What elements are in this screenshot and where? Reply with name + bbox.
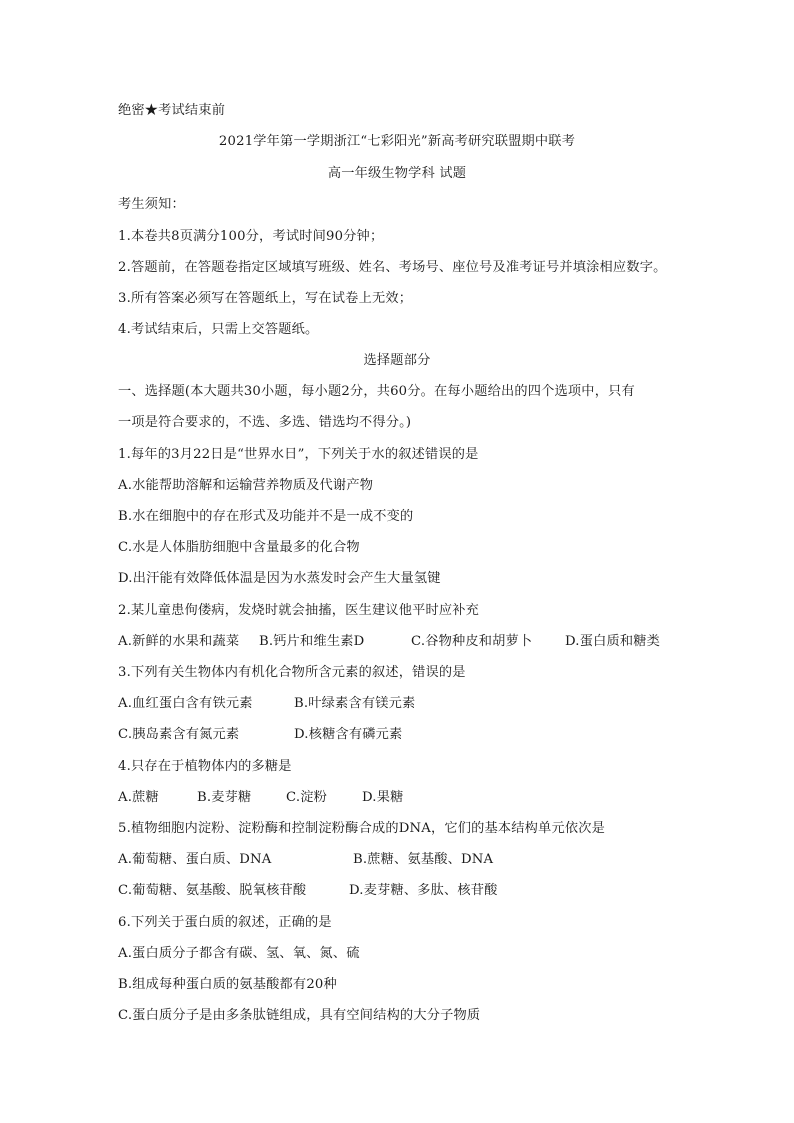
section-title: 选择题部分 (363, 353, 431, 368)
question-option: A.蔗糖 (118, 790, 159, 805)
section-instruction: 一项是符合要求的，不选、多选、错选均不得分。) (118, 415, 412, 430)
exam-title: 2021学年第一学期浙江“七彩阳光”新高考研究联盟期中联考 (218, 134, 576, 149)
question-option: A.蛋白质分子都含有碳、氢、氧、氮、硫 (118, 946, 360, 961)
question-stem: 2.某儿童患佝偻病，发烧时就会抽搐，医生建议他平时应补充 (118, 603, 480, 618)
question-option: B.水在细胞中的存在形式及功能并不是一成不变的 (118, 509, 414, 524)
confidential-mark: 绝密★考试结束前 (118, 103, 226, 118)
question-stem: 1.每年的3月22日是“世界水日”，下列关于水的叙述错误的是 (118, 447, 479, 462)
section-instruction: 一、选择题(本大题共30小题，每小题2分，共60分。在每小题给出的四个选项中，只有 (118, 384, 635, 399)
question-option: B.钙片和维生素D (259, 634, 365, 649)
question-option: A.水能帮助溶解和运输营养物质及代谢产物 (118, 478, 374, 493)
question-option: D.出汗能有效降低体温是因为水蒸发时会产生大量氢键 (118, 571, 441, 586)
question-stem: 5.植物细胞内淀粉、淀粉酶和控制淀粉酶合成的DNA，它们的基本结构单元依次是 (118, 821, 606, 836)
notice-heading: 考生须知： (118, 197, 185, 212)
question-option: A.新鲜的水果和蔬菜 (118, 634, 240, 649)
question-option: D.麦芽糖、多肽、核苷酸 (349, 883, 498, 898)
question-option: C.水是人体脂肪细胞中含量最多的化合物 (118, 540, 360, 555)
question-option: C.淀粉 (286, 790, 327, 805)
question-option: B.蔗糖、氨基酸、DNA (353, 852, 494, 867)
question-option: B.叶绿素含有镁元素 (294, 696, 416, 711)
question-option: A.葡萄糖、蛋白质、DNA (118, 852, 272, 867)
question-option: A.血红蛋白含有铁元素 (118, 696, 253, 711)
exam-subtitle: 高一年级生物学科 试题 (327, 166, 467, 181)
question-option: C.葡萄糖、氨基酸、脱氧核苷酸 (118, 883, 307, 898)
question-stem: 6.下列关于蛋白质的叙述，正确的是 (118, 915, 332, 930)
question-option: B.组成每种蛋白质的氨基酸都有20种 (118, 977, 337, 992)
question-stem: 4.只存在于植物体内的多糖是 (118, 759, 292, 774)
question-option: D.核糖含有磷元素 (294, 727, 403, 742)
notice-item: 2.答题前，在答题卷指定区域填写班级、姓名、考场号、座位号及准考证号并填涂相应数字。 (118, 260, 667, 275)
question-stem: 3.下列有关生物体内有机化合物所含元素的叙述，错误的是 (118, 665, 466, 680)
question-option: D.果糖 (362, 790, 404, 805)
question-option: C.谷物种皮和胡萝卜 (411, 634, 533, 649)
question-option: D.蛋白质和糖类 (565, 634, 661, 649)
notice-item: 1.本卷共8页满分100分，考试时间90分钟； (118, 229, 384, 244)
notice-item: 3.所有答案必须写在答题纸上，写在试卷上无效； (118, 291, 413, 306)
question-option: B.麦芽糖 (197, 790, 252, 805)
question-option: C.胰岛素含有氮元素 (118, 727, 240, 742)
question-option: C.蛋白质分子是由多条肽链组成，具有空间结构的大分子物质 (118, 1008, 481, 1023)
notice-item: 4.考试结束后，只需上交答题纸。 (118, 322, 319, 337)
